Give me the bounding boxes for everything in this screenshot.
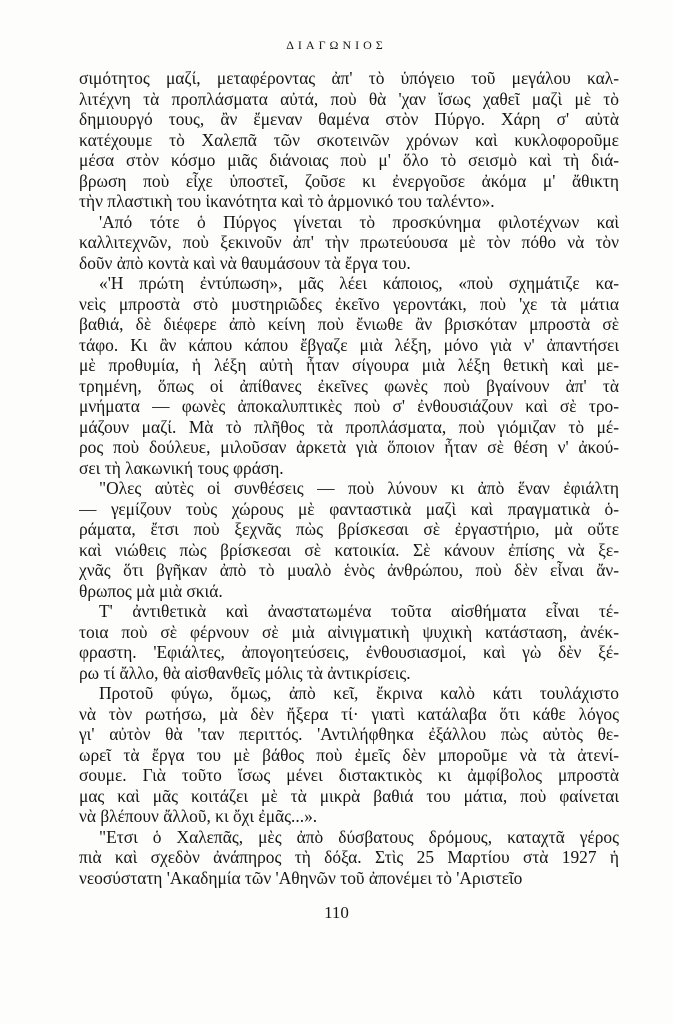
text-line: «'Η πρώτη ἐντύπωση», μᾶς λέει κάποιος, «ποὺ σχημάτιζε κα-: [99, 273, 619, 293]
paragraph: [79, 478, 619, 601]
text-line: σουμε. Γιὰ τοῦτο ἴσως μένει διστακτικὸς κι ἀμφίβολος μπροστὰ: [79, 765, 619, 785]
text-line: βρωση ποὺ εἶχε ὑποστεῖ, ζοῦσε κι ἐνεργοῦσε ἀκόμα μ' ἄθικτη: [79, 170, 619, 191]
text-line: ωρεῖ τὰ ἔργα του μὲ βάθος ποὺ ἐμεῖς δὲν μποροῦμε νὰ τὰ ἀτενί-: [79, 744, 619, 765]
text-line: πιὰ καὶ σχεδὸν ἀνάπηρος τὴ δόξα. Στὶς 25 Μαρτίου στὰ 1927 ἡ: [79, 847, 619, 867]
text-line: "Ολες αὐτὲς οἱ συνθέσεις — ποὺ λύνουν κι ἀπὸ ἕναν ἐφιάλτη: [99, 478, 619, 498]
text-line: μας καὶ μᾶς κοιτάζει μὲ τὰ μικρὰ βαθιά του μάτια, ποὺ φαίνεται: [79, 785, 619, 806]
paragraph: [79, 212, 619, 274]
text-line: γι' αὐτὸν θὰ 'ταν περιττός. 'Αντιλήφθηκα ἐξάλλου πὼς αὐτὸς θε-: [79, 724, 619, 744]
text-line: χνᾶς ὅτι βγῆκαν ἀπὸ τὸ μυαλὸ ἑνὸς ἀνθρώπου, ποὺ δὲν εἶναι ἄν-: [79, 560, 619, 580]
text-line: κατέχουμε τὸ Χαλεπᾶ τῶν σκοτεινῶν χρόνων καὶ κυκλοφοροῦμε: [79, 129, 619, 150]
paragraph: [79, 601, 619, 683]
paragraph: [79, 273, 619, 478]
text-line: ρος ποὺ δούλευε, μιλοῦσαν ἀρκετὰ γιὰ ὅποιον ἦταν σὲ θέση ν' ἀκού-: [79, 437, 619, 457]
text-line: μέσα στὸν κόσμο μιᾶς διάνοιας ποὺ μ' ὅλο τὸ σεισμὸ καὶ τὴ διά-: [79, 150, 619, 170]
text-line: τάφο. Κι ἂν κάπου κάπου ἔβγαζε μιὰ λέξη, μόνο γιὰ ν' ἀπαντήσει: [79, 334, 619, 355]
text-line: φραστη. 'Εφιάλτες, ἀπογοητεύσεις, ἐνθουσιασμοί, καὶ γὼ δὲν ξέ-: [79, 642, 619, 662]
body-text: [79, 68, 619, 888]
text-line: μάζουν μαζί. Μὰ τὸ πλῆθος τὰ προπλάσματα, ποὺ γιόμιζαν τὸ μέ-: [79, 416, 619, 437]
text-line: "Ετσι ὁ Χαλεπᾶς, μὲς ἀπὸ δύσβατους δρόμους, καταχτᾶ γέρος: [99, 826, 619, 847]
text-line: τοια ποὺ σὲ φέρνουν σὲ μιὰ αἰνιγματικὴ ψυχικὴ κατάσταση, ἀνέκ-: [79, 621, 619, 642]
text-line: λιτέχνη τὰ προπλάσματα αὐτά, ποὺ θὰ 'χαν ἴσως χαθεῖ μαζὶ μὲ τὸ: [79, 88, 619, 109]
text-line: ράματα, ἔτσι ποὺ ξεχνᾶς πὼς βρίσκεσαι σὲ ἐργαστήριο, μὰ οὔτε: [79, 519, 619, 539]
text-line: 'Από τότε ὁ Πύργος γίνεται τὸ προσκύνημα φιλοτέχνων καὶ: [99, 211, 619, 232]
text-line: σιμότητος μαζί, μεταφέροντας ἀπ' τὸ ὑπόγειο τοῦ μεγάλου καλ-: [79, 68, 619, 88]
text-line: Τ' ἀντιθετικὰ καὶ ἀναστατωμένα τοῦτα αἰσθήματα εἶναι τέ-: [99, 601, 619, 621]
paragraph: [79, 68, 619, 212]
text-line: μὲ προθυμία, ἡ λέξη αὐτὴ ἦταν σίγουρα μιὰ λέξη θετικὴ καὶ με-: [79, 355, 619, 375]
text-line: Προτοῦ φύγω, ὅμως, ἀπὸ κεῖ, ἔκρινα καλὸ κάτι τουλάχιστο: [99, 683, 619, 703]
text-line: βαθιά, δὲ διέφερε ἀπὸ κείνη ποὺ ἔνιωθε ἂν βρισκόταν μπροστὰ σὲ: [79, 314, 619, 334]
paragraph: [79, 827, 619, 889]
page-number: 110: [324, 903, 349, 922]
text-line: δοῦν ἀπὸ κοντὰ καὶ νὰ θαυμάσουν τὰ ἔργα του.: [79, 252, 411, 273]
text-line: δημιουργό τους, ἂν ἔμεναν θαμένα στὸν Πύργο. Χάρη σ' αὐτὰ: [79, 109, 619, 129]
text-line: θρωπος μὰ μιὰ σκιά.: [79, 580, 223, 601]
text-line: νὰ βλέπουν ἄλλοῦ, κι ὄχι ἐμᾶς...».: [79, 806, 318, 826]
text-line: μνήματα — φωνὲς ἀποκαλυπτικὲς ποὺ σ' ἐνθουσιάζουν καὶ σὲ τρο-: [79, 396, 619, 416]
text-line: νὰ τὸν ρωτήσω, μὰ δὲν ἤξερα τί· γιατὶ κατάλαβα ὅτι κάθε λόγος: [79, 703, 619, 724]
text-line: νεοσύστατη 'Ακαδημία τῶν 'Αθηνῶν τοῦ ἀπονέμει τὸ 'Αριστεῖο: [79, 867, 523, 888]
text-line: καλλιτεχνῶν, ποὺ ξεκινοῦν ἀπ' τὴν πρωτεύουσα μὲ τὸν πόθο νὰ τὸν: [79, 232, 619, 252]
text-line: σει τὴ λακωνική τους φράση.: [79, 457, 284, 478]
running-head: ΔΙΑΓΩΝΙΟΣ: [286, 38, 387, 52]
paragraph: [79, 683, 619, 827]
text-line: ρω τί ἄλλο, θὰ αἰσθανθεῖς μόλις τὰ ἀντικρίσεις.: [79, 662, 411, 683]
text-line: νεὶς μπροστὰ στὸ μυστηριῶδες ἐκεῖνο γεροντάκι, ποὺ 'χε τὰ μάτια: [79, 293, 619, 314]
text-line: καὶ νιώθεις πὼς βρίσκεσαι σὲ κατοικία. Σὲ κάνουν ἐπίσης νὰ ξε-: [79, 539, 619, 560]
text-line: τρημένη, ὅπως οἱ ἀπίθανες ἐκεῖνες φωνὲς ποὺ βγαίνουν ἀπ' τὰ: [79, 375, 619, 396]
text-line: τὴν πλαστικὴ του ἱκανότητα καὶ τὸ ἁρμονικό του ταλέντο».: [79, 191, 495, 211]
text-line: — γεμίζουν τοὺς χώρους μὲ φανταστικὰ μαζὶ καὶ πραγματικὰ ὁ-: [79, 498, 619, 519]
